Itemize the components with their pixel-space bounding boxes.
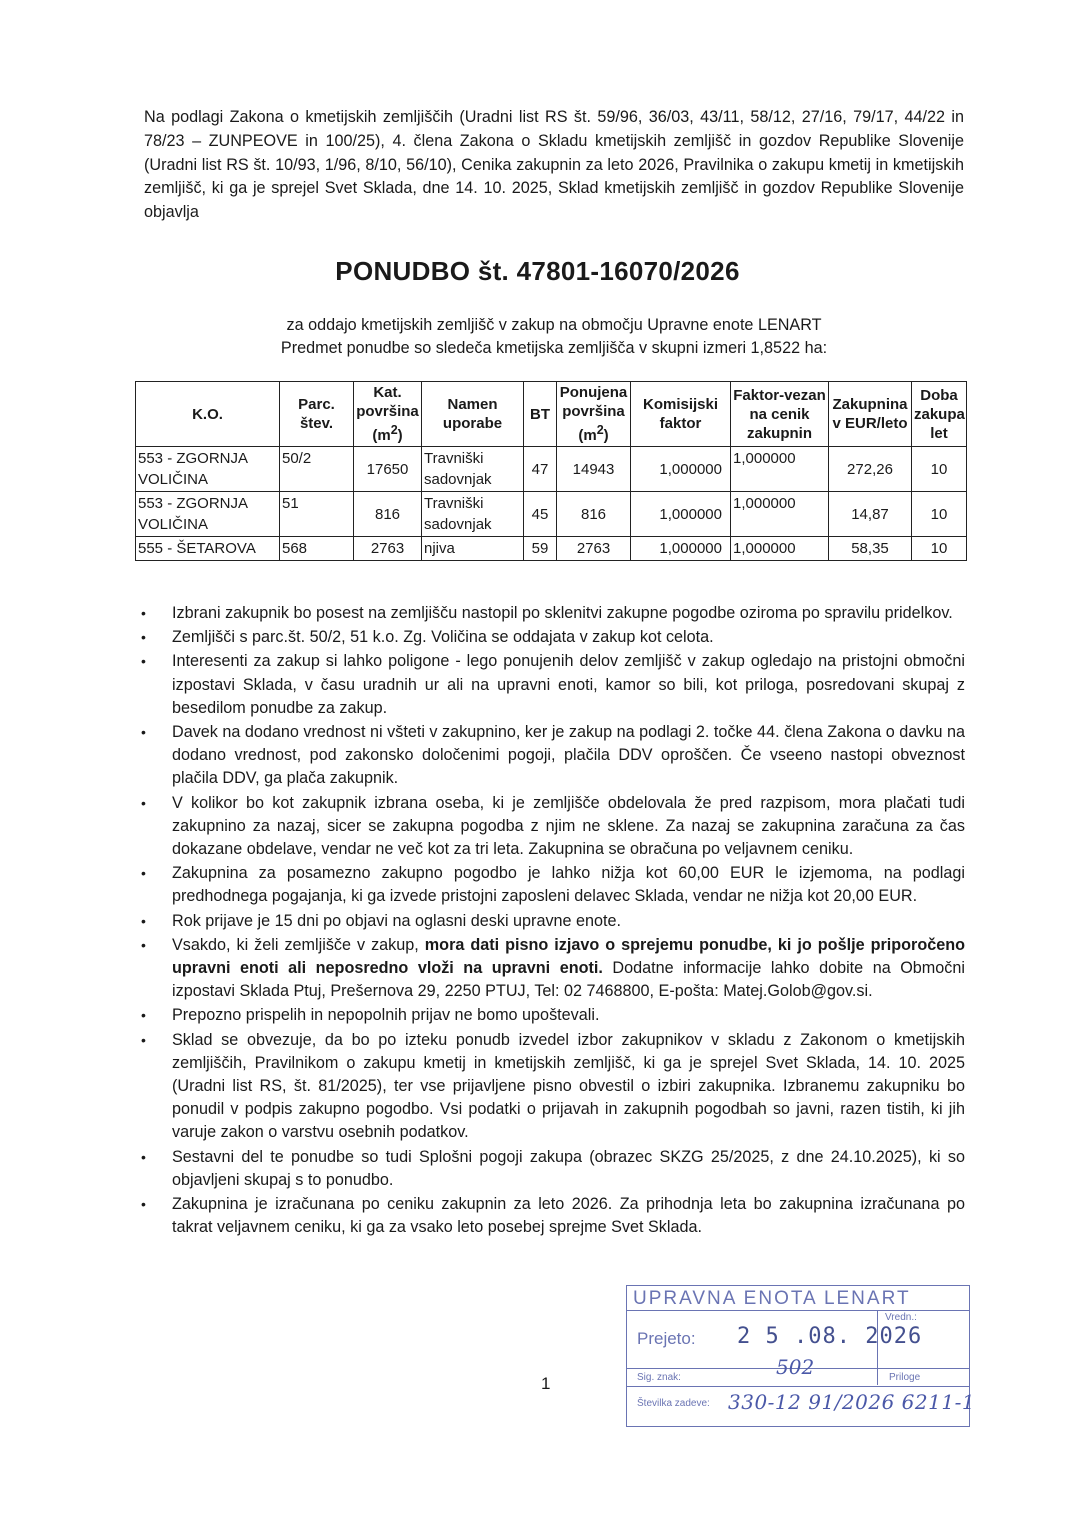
cell-kat: 17650 [354,447,422,492]
header-zak: Zakupnina v EUR/leto [829,382,912,447]
stamp-sig-label: Sig. znak: [637,1372,681,1383]
bullet-icon: • [141,1148,146,1165]
cell-kom: 1,000000 [631,537,731,561]
list-item: • Izbrani zakupnik bo posest na zemljišču nastopil po sklenitvi zakupne pogodbe oziroma po spravilu pridelkov. [140,602,965,625]
table-row [136,447,967,492]
subtitle-line-1: za oddajo kmetijskih zemljišč v zakup na območju Upravne enote LENART [286,316,822,334]
list-item: • Interesenti za zakup si lahko poligone - lego ponujenih delov zemljišč v zakup ogledajo na pristojni območni izpostavi Sklada, v času uradnih ur ali na upravni enoti, kamor so bili, kot priloga, posredovani skupaj z besedilom ponudbe za zakup. [141,652,965,717]
cell-pon: 2763 [557,537,631,561]
bullet-icon: • [141,865,146,882]
cell-bt: 45 [524,492,557,537]
land-table [135,381,967,561]
header-fak: Faktor-vezan na cenik zakupnin [731,382,829,447]
cell-namen: Travniški sadovnjak [422,492,524,537]
cell-fak: 1,000000 [731,447,829,492]
cell-kat: 2763 [354,537,422,561]
cell-doba: 10 [912,447,967,492]
bullet-icon: • [141,629,146,646]
cell-namen: njiva [422,537,524,561]
stamp-vredn: Vredn.: [885,1312,917,1323]
bullet-icon: • [141,1031,146,1048]
stamp-header: UPRAVNA ENOTA LENART [633,1288,911,1309]
bullet-icon: • [141,936,146,953]
cell-fak: 1,000000 [731,492,829,537]
table-header-row [136,382,967,447]
stamp-stevilka-label: Številka zadeve: [637,1398,710,1409]
list-item: • Zakupnina je izračunana po ceniku zakupnin za leto 2026. Za prihodnja leta bo zakupnina izračunana po takrat veljavnem ceniku, ki ga za vsako leto posebej sprejme Svet Sklada. [141,1195,965,1237]
cell-pon: 14943 [557,447,631,492]
stamp-prejeto-label: Prejeto: [637,1329,696,1348]
intro-paragraph: Na podlagi Zakona o kmetijskih zemljiščih (Uradni list RS št. 59/96, 36/03, 43/11, 58/12, 27/16, 79/17, 44/22 in 78/23 – ZUNPEOVE in 100/25), 4. člena Zakona o Skladu kmetijskih zemljišč in gozdov Republike Slovenije (Uradni list RS št. 10/93, 1/96, 8/10, 56/10), Cenika zakupnin za leto 2026, Pravilnika o zakupu kmetij in kmetijskih zemljišč, ki ga je sprejel Svet Sklada, dne 14. 10. 2025, Sklad kmetijskih zemljišč in gozdov Republike Slovenije objavlja [144,108,964,222]
header-kom: Komisijski faktor [631,382,731,447]
stamp-date: 2 5 .08. 2026 [737,1324,923,1349]
cell-fak: 1,000000 [731,537,829,561]
header-namen: Namen uporabe [422,382,524,447]
list-item: • Rok prijave je 15 dni po objavi na oglasni deski upravne enote. [140,910,965,933]
cell-ko: 553 - ZGORNJA VOLIČINA [136,447,280,492]
bullet-icon: • [141,724,146,741]
cell-ko: 555 - ŠETAROVA [136,537,280,561]
cell-kom: 1,000000 [631,492,731,537]
list-item: • Vsakdo, ki želi zemljišče v zakup, mora dati pisno izjavo o sprejemu ponudbe, ki jo pošlje priporočeno upravni enoti ali neposredno vloži na upravni enoti. Dodatne informacije lahko dobite na Območni izpostavi Sklada Ptuj, Prešernova 29, 2250 PTUJ, Tel: 02 7468800, E-pošta: Matej.Golob@gov.si. [141,935,965,1001]
conditions-list [140,602,965,1240]
cell-doba: 10 [912,492,967,537]
cell-doba: 10 [912,537,967,561]
header-kat: Kat. površina $(m^2)$ [354,382,422,447]
subtitle [0,314,1075,360]
cell-kat: 816 [354,492,422,537]
cell-bt: 59 [524,537,557,561]
list-item: • Zemljišči s parc.št. 50/2, 51 k.o. Zg. Voličina se oddajata v zakup kot celota. [140,626,965,649]
cell-bt: 47 [524,447,557,492]
table-row [136,537,967,561]
bullet-icon: • [141,1196,146,1213]
page-title: PONUDBO št. 47801-16070/2026 [335,256,740,286]
handwritten-initials: 502 [776,1355,815,1379]
cell-parc: 50/2 [280,447,354,492]
cell-zak: 272,26 [829,447,912,492]
stamp-priloge: Priloge [889,1372,921,1383]
cell-ko: 553 - ZGORNJA VOLIČINA [136,492,280,537]
page-number: 1 [541,1374,551,1393]
list-item: • Davek na dodano vrednost ni všteti v zakupnino, ker je zakup na podlagi 2. točke 44. člena Zakona o davku na dodano vrednost, pod zakonsko določenimi pogoji, plačila DDV oproščen. Če vseeno nastopi obveznost plačila DDV, ga plača zakupnik. [141,723,965,788]
header-parc: Parc. štev. [280,382,354,447]
bullet-icon: • [141,653,146,670]
cell-parc: 51 [280,492,354,537]
list-item: • Sestavni del te ponudbe so tudi Splošni pogoji zakupa (obrazec SKZG 25/2025, z dne 24.10.2025), ki so objavljeni skupaj s to ponudbo. [141,1147,965,1189]
cell-pon: 816 [557,492,631,537]
header-doba: Doba zakupa let [912,382,967,447]
cell-zak: 58,35 [829,537,912,561]
list-item: • Prepozno prispelih in nepopolnih prijav ne bomo upoštevali. [140,1004,965,1027]
cell-kom: 1,000000 [631,447,731,492]
bullet-icon: • [141,794,146,811]
bold-requirement: mora dati pisno izjavo o sprejemu ponudbe, ki jo pošlje priporočeno upravni enoti ali neposredno vloži na upravni enoti. [172,935,965,978]
header-pon: Ponujena površina $(m^2)$ [557,382,631,447]
cell-zak: 14,87 [829,492,912,537]
header-ko: K.O. [136,382,280,447]
cell-parc: 568 [280,537,354,561]
bullet-icon: • [141,912,146,929]
cell-namen: Travniški sadovnjak [422,447,524,492]
header-bt: BT [524,382,557,447]
list-item: • Sklad se obvezuje, da bo po izteku ponudb izvedel izbor zakupnikov v skladu z Zakonom o kmetijskih zemljiščih, Pravilnikom o zakupu kmetij in kmetijskih zemljišč, ki ga je sprejel Svet Sklada, 14. 10. 2025 (Uradni list RS, št. 81/2025), ter vse prijavljene pisno obvestil o izbiri zakupnika. Izbranemu zakupniku bo ponudil v podpis zakupno pogodbo. Vsi podatki o prijavah in zakupnih pogodbah so javni, razen tistih, ki jih varuje zakon o varstvu osebnih podatkov. [141,1030,965,1142]
subtitle-line-2: Predmet ponudbe so sledeča kmetijska zemljišča v skupni izmeri 1,8522 ha: [280,339,828,357]
handwritten-file-number: 330-12 91/2026 6211-1 [728,1390,976,1414]
bullet-icon: • [141,605,146,621]
list-item: • Zakupnina za posamezno zakupno pogodbo je lahko nižja kot 60,00 EUR le izjemoma, na podlagi predhodnega pogajanja, ki ga izvede pristojni zaposleni delavec Sklada, vendar ne nižja kot 20,00 EUR. [141,864,965,906]
list-item: • V kolikor bo kot zakupnik izbrana oseba, ki je zemljišče obdelovala že pred razpisom, mora plačati tudi zakupnino za nazaj, sicer se zakupna pogodba z njim ne sklene. Za nazaj se zakupnina zaračuna za čas dokazane obdelave, vendar ne več kot za tri leta. Zakupnina se obračuna po veljavnem ceniku. [141,793,965,859]
bullet-icon: • [141,1007,146,1024]
table-row [136,492,967,537]
